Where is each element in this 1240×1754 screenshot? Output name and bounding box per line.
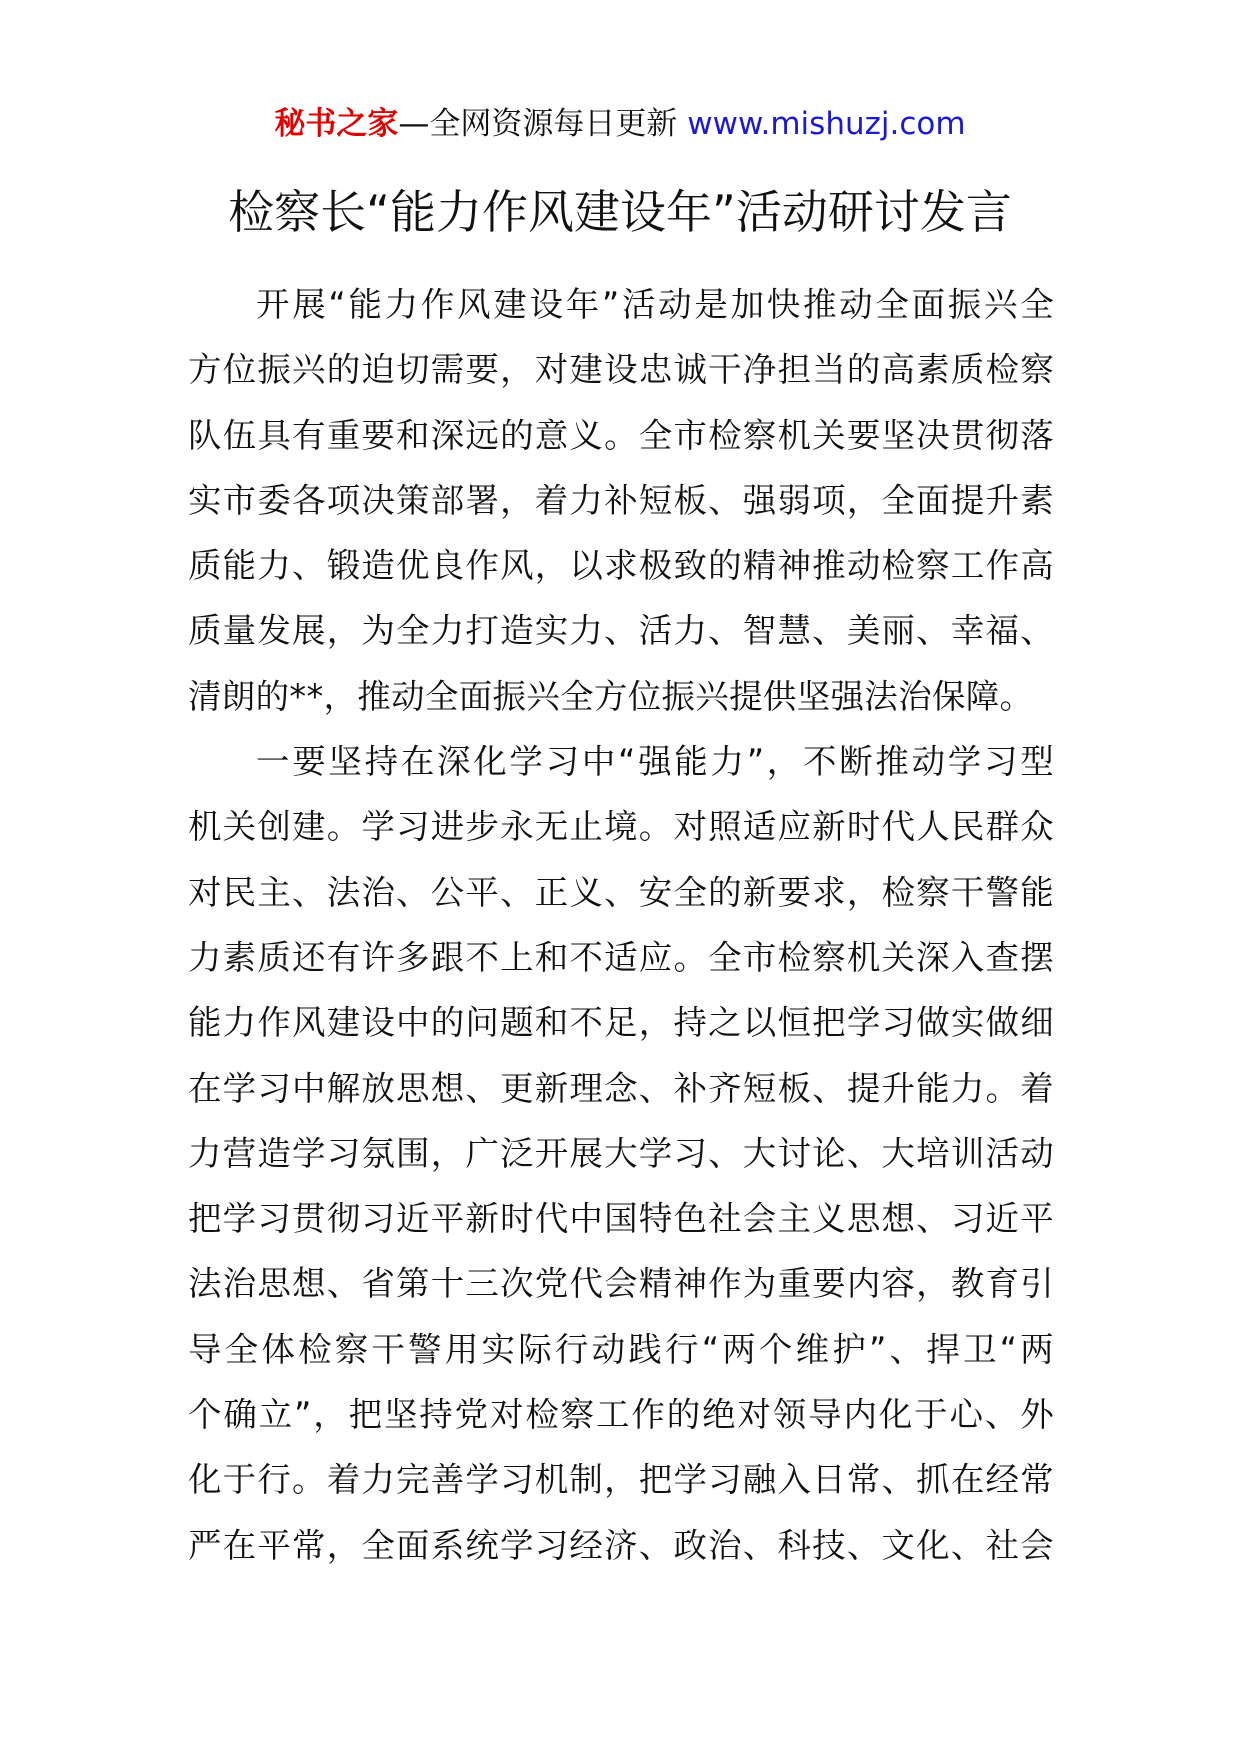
paragraph-line: 个确立”，把坚持党对检察工作的绝对领导内化于心、外 xyxy=(188,1395,1054,1435)
document-body xyxy=(188,272,1054,1578)
website-link[interactable]: www.mishuzj.com xyxy=(687,106,966,142)
document-title: 检察长“能力作风建设年”活动研讨发言 xyxy=(228,185,1012,239)
paragraph-line: 实市委各项决策部署，着力补短板、强弱项，全面提升素 xyxy=(188,480,1054,520)
brand-name: 秘书之家 xyxy=(274,106,399,142)
paragraph-line: 一要坚持在深化学习中“强能力”，不断推动学习型 xyxy=(256,742,1054,782)
header-slogan: —全网资源每日更新 xyxy=(398,106,678,142)
paragraph-line: 开展“能力作风建设年”活动是加快推动全面振兴全 xyxy=(256,285,1054,324)
paragraph-line: 把学习贯彻习近平新时代中国特色社会主义思想、习近平 xyxy=(188,1199,1054,1239)
paragraph-line: 导全体检察干警用实际行动践行“两个维护”、捍卫“两 xyxy=(188,1329,1054,1369)
paragraph-line: 对民主、法治、公平、正义、安全的新要求，检察干警能 xyxy=(188,872,1054,912)
paragraph-line: 化于行。着力完善学习机制，把学习融入日常、抓在经常 xyxy=(188,1460,1054,1500)
paragraph-line: 队伍具有重要和深远的意义。全市检察机关要坚决贯彻落 xyxy=(188,415,1054,455)
paragraph-line: 在学习中解放思想、更新理念、补齐短板、提升能力。着 xyxy=(188,1068,1054,1108)
site-header xyxy=(0,102,1240,146)
paragraph-line: 能力作风建设中的问题和不足，持之以恒把学习做实做细 xyxy=(188,1003,1054,1043)
paragraph-line: 严在平常，全面系统学习经济、政治、科技、文化、社会 xyxy=(188,1525,1054,1565)
paragraph-line: 力素质还有许多跟不上和不适应。全市检察机关深入查摆 xyxy=(188,937,1054,977)
paragraph-line: 清朗的**，推动全面振兴全方位振兴提供坚强法治保障。 xyxy=(188,676,1034,716)
paragraph-line: 力营造学习氛围，广泛开展大学习、大讨论、大培训活动 xyxy=(188,1133,1054,1173)
paragraph-line: 方位振兴的迫切需要，对建设忠诚干净担当的高素质检察 xyxy=(188,350,1054,390)
paragraph-line: 法治思想、省第十三次党代会精神作为重要内容，教育引 xyxy=(188,1264,1054,1304)
paragraph-line: 质能力、锻造优良作风，以求极致的精神推动检察工作高 xyxy=(188,546,1054,586)
paragraph-line: 质量发展，为全力打造实力、活力、智慧、美丽、幸福、 xyxy=(188,611,1054,651)
paragraph-line: 机关创建。学习进步永无止境。对照适应新时代人民群众 xyxy=(188,807,1054,847)
